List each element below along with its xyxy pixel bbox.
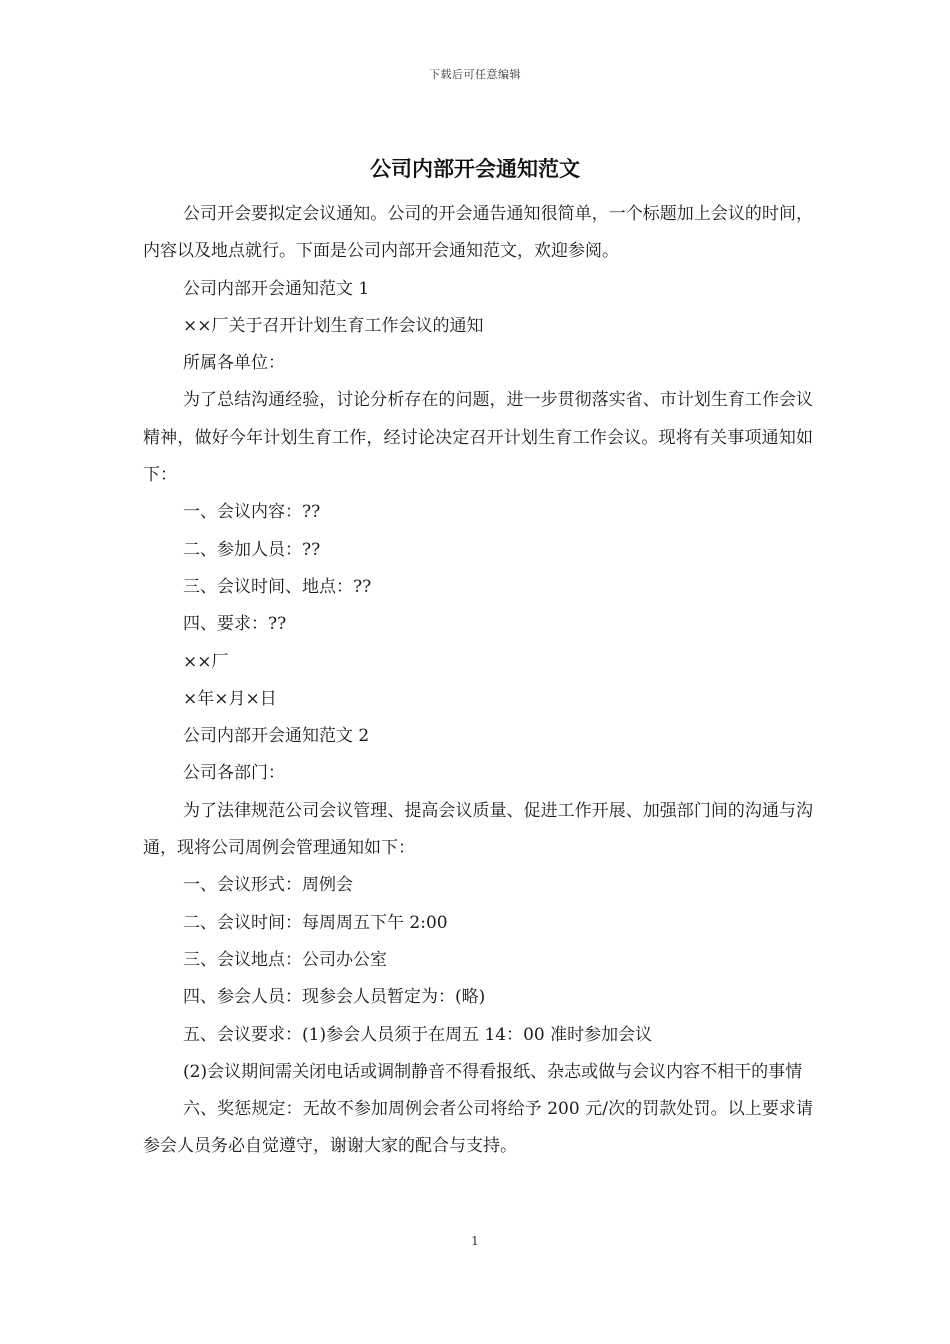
paragraph-date: ×年×月×日 — [183, 688, 277, 709]
paragraph-purpose: 为了法律规范公司会议管理、提高会议质量、促进工作开展、加强部门间的沟通与沟通，现将公司周例会管理通知如下： — [143, 800, 813, 859]
paragraph-item: 五、会议要求：(1)参会人员须于在周五 14：00 准时参加会议 — [183, 1024, 653, 1045]
paragraph-item: 四、参会人员：现参会人员暂定为：(略) — [183, 987, 486, 1008]
paragraph-signature: ××厂 — [183, 651, 229, 672]
header-note: 下载后可任意编辑 — [429, 68, 521, 81]
paragraph-sample-1-heading: 公司内部开会通知范文 1 — [183, 278, 370, 299]
paragraph-item: 三、会议地点：公司办公室 — [183, 949, 387, 970]
paragraph-item: 二、会议时间：每周周五下午 2:00 — [183, 912, 448, 933]
paragraph-item: 一、会议形式：周例会 — [183, 875, 353, 896]
paragraph-item: (2)会议期间需关闭电话或调制静音不得看报纸、杂志或做与会议内容不相干的事情 — [183, 1061, 803, 1082]
paragraph-sample-2-heading: 公司内部开会通知范文 2 — [183, 726, 370, 747]
paragraph-notice-title: ××厂关于召开计划生育工作会议的通知 — [183, 315, 484, 336]
document-body — [143, 196, 813, 1166]
paragraph-item: 三、会议时间、地点：?? — [183, 576, 372, 597]
document-title: 公司内部开会通知范文 — [370, 156, 580, 181]
paragraph-item: 四、要求：?? — [183, 614, 287, 635]
paragraph-salutation: 公司各部门： — [183, 763, 285, 784]
paragraph-item: 一、会议内容：?? — [183, 502, 321, 523]
paragraph-item: 六、奖惩规定：无故不参加周例会者公司将给予 200 元/次的罚款处罚。以上要求请参会人员务必自觉遵守，谢谢大家的配合与支持。 — [143, 1099, 813, 1157]
paragraph-item: 二、参加人员：?? — [183, 539, 321, 560]
paragraph-intro: 公司开会要拟定会议通知。公司的开会通告通知很简单，一个标题加上会议的时间，内容以及地点就行。下面是公司内部开会通知范文，欢迎参阅。 — [143, 204, 813, 262]
paragraph-purpose: 为了总结沟通经验，讨论分析存在的问题，进一步贯彻落实省、市计划生育工作会议精神，做好今年计划生育工作，经讨论决定召开计划生育工作会议。现将有关事项通知如下： — [143, 390, 813, 486]
paragraph-salutation: 所属各单位： — [183, 353, 285, 374]
page-number: 1 — [471, 1234, 479, 1248]
